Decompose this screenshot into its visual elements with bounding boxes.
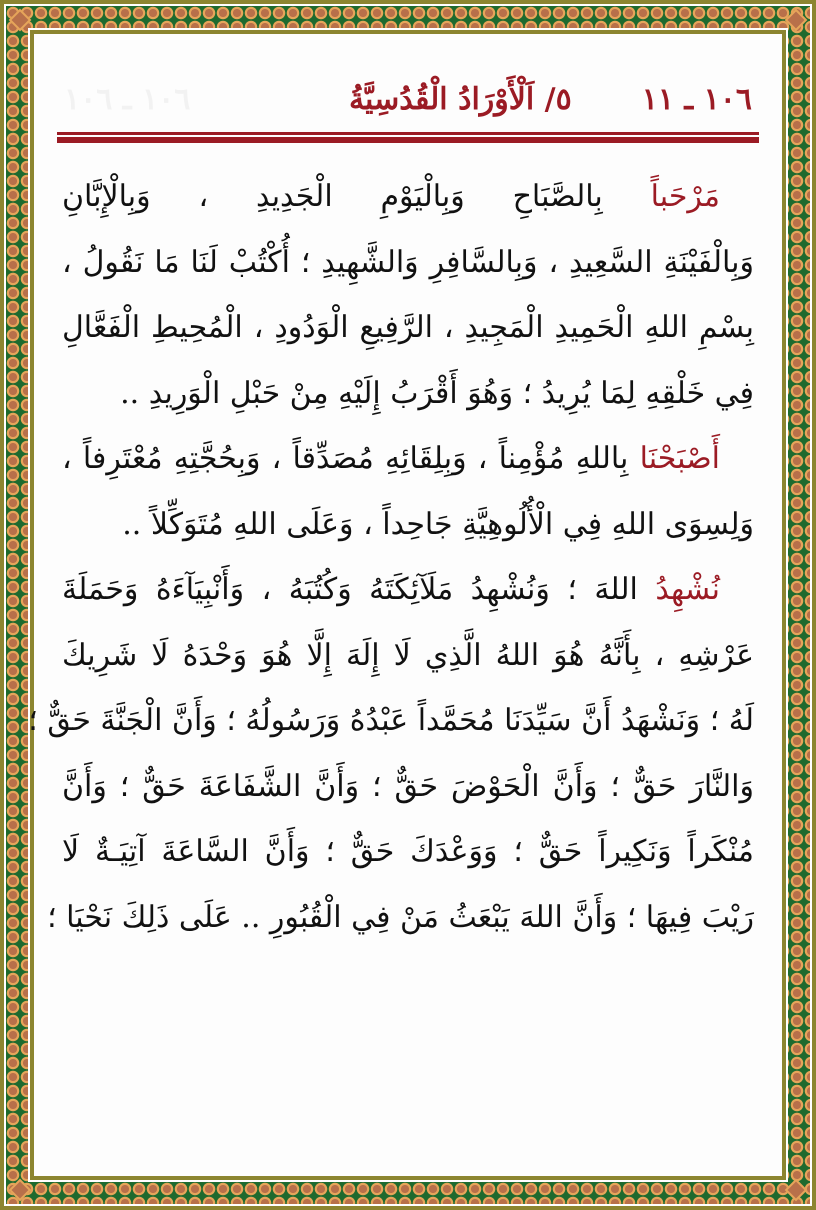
paragraph-lead-word: مَرْحَباً — [650, 179, 720, 214]
header-rule-thick — [57, 137, 759, 143]
header-rule-thin — [57, 132, 759, 135]
text-line: وَالنَّارَ حَقٌّ ؛ وَأَنَّ الْحَوْضَ حَقٌّ ؛ وَأَنَّ الشَّفَاعَةَ حَقٌّ ؛ وَأَنَّ — [62, 768, 754, 804]
text-line: وَلِسِوَى اللهِ فِي الْأُلُوهِيَّةِ جَاحِداً ، وَعَلَى اللهِ مُتَوَكِّلاً .. — [122, 506, 754, 542]
paragraph-lead-word: أَصْبَحْنَا — [639, 441, 720, 476]
body-text — [28, 164, 754, 950]
paragraph-lead-word: نُشْهِدُ — [655, 572, 720, 607]
page-content — [28, 34, 782, 1176]
text-line — [62, 557, 754, 623]
chapter-title: ٥/ اَلْأَوْرَادُ الْقُدُسِيَّةُ — [348, 81, 572, 117]
text-line: عَرْشِهِ ، بِأَنَّهُ هُوَ اللهُ الَّذِي لَا إِلَهَ إِلَّا هُوَ وَحْدَهُ لَا شَرِيكَ — [62, 637, 754, 673]
line-text: بِالصَّبَاحِ وَبِالْيَوْمِ الْجَدِيدِ ، وَبِالْإِبَّانِ — [62, 179, 603, 214]
text-line: مُنْكَراً وَنَكِيراً حَقٌّ ؛ وَوَعْدَكَ حَقٌّ ؛ وَأَنَّ السَّاعَةَ آتِيَـةٌ لَا — [62, 834, 754, 869]
text-line — [62, 164, 754, 230]
text-line: فِي خَلْقِهِ لِمَا يُرِيدُ ؛ وَهُوَ أَقْرَبُ إِلَيْهِ مِنْ حَبْلِ الْوَرِيدِ .. — [120, 375, 754, 411]
running-header — [54, 74, 762, 124]
text-line: رَيْبَ فِيهَا ؛ وَأَنَّ اللهَ يَبْعَثُ مَنْ فِي الْقُبُورِ .. عَلَى ذَلِكَ نَحْيَا ؛ — [47, 899, 754, 935]
text-line: بِسْمِ اللهِ الْحَمِيدِ الْمَجِيدِ ، الرَّفِيعِ الْوَدُودِ ، الْمُحِيطِ الْفَعَّالِ — [62, 310, 754, 345]
line-text: بِاللهِ مُؤْمِناً ، وَبِلِقَائِهِ مُصَدِّقاً ، وَبِحُجَّتِهِ مُعْتَرِفاً ، — [62, 441, 629, 476]
text-line: لَهُ ؛ وَنَشْهَدُ أَنَّ سَيِّدَنَا مُحَمَّداً عَبْدُهُ وَرَسُولُهُ ؛ وَأَنَّ الْجَنَّةَ حَقٌّ ؛ — [28, 703, 754, 738]
ghost-page-range: ١٠٦ ـ ١٠٦ — [64, 81, 191, 117]
page-range: ١٠٦ ـ ١١ — [641, 81, 752, 117]
text-line: وَبِالْفَيْنَةِ السَّعِيدِ ، وَبِالسَّافِرِ وَالشَّهِيدِ ؛ أُكْتُبْ لَنَا مَا نَقُولُ ، — [62, 244, 754, 280]
line-text: اللهَ ؛ وَنُشْهِدُ مَلَآئِكَتَهُ وَكُتُبَهُ ، وَأَنْبِيَآءَهُ وَحَمَلَةَ — [62, 572, 638, 607]
text-line — [62, 426, 754, 492]
